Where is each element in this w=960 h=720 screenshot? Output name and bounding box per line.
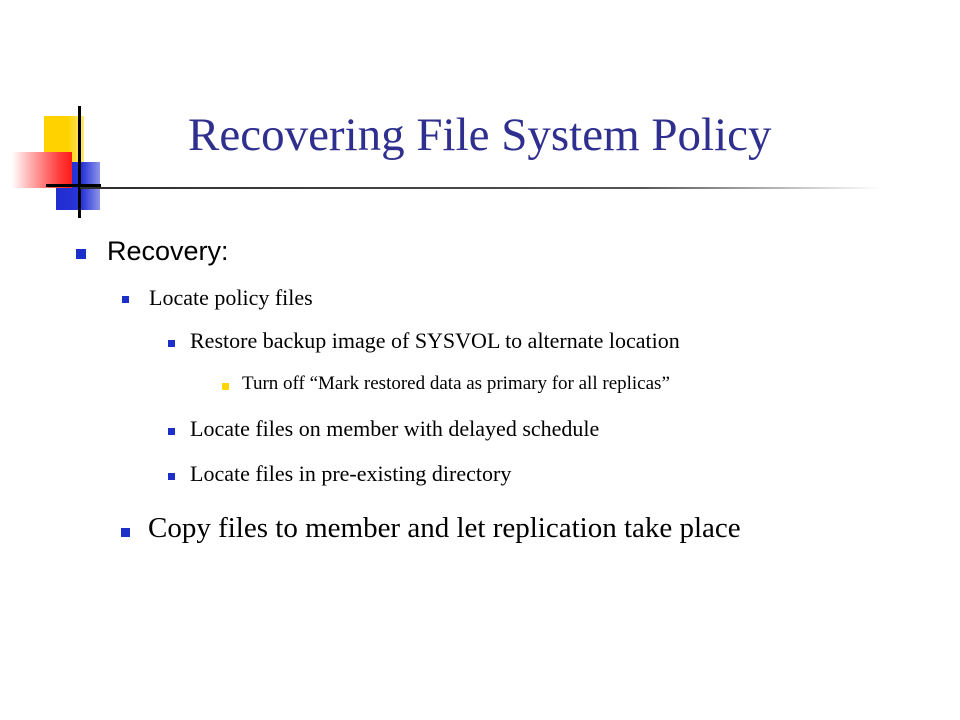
bullet-recovery: Recovery: <box>107 236 229 266</box>
bullet-locate-policy-files: Locate policy files <box>149 285 313 310</box>
bullet-copy-files: Copy files to member and let replication take place <box>148 512 741 544</box>
bullet-turn-off: Turn off “Mark restored data as primary for all replicas” <box>242 373 670 394</box>
bullet-marker-locate-preexisting <box>168 473 175 480</box>
logo-red-square <box>12 152 72 188</box>
bullet-locate-member: Locate files on member with delayed schedule <box>190 416 600 441</box>
logo-vertical-line <box>78 106 81 218</box>
bullet-marker-turn-off <box>222 383 229 390</box>
title-underline <box>80 187 880 189</box>
bullet-restore-backup: Restore backup image of SYSVOL to alternate location <box>190 328 680 353</box>
bullet-marker-locate-policy <box>122 296 129 303</box>
bullet-marker-copy-files <box>121 528 130 537</box>
bullet-marker-locate-member <box>168 428 175 435</box>
logo-graphic <box>0 90 140 230</box>
bullet-locate-preexisting: Locate files in pre-existing directory <box>190 461 512 486</box>
slide-title: Recovering File System Policy <box>188 109 772 161</box>
bullet-marker-recovery <box>76 249 86 259</box>
bullet-marker-restore-backup <box>168 340 175 347</box>
